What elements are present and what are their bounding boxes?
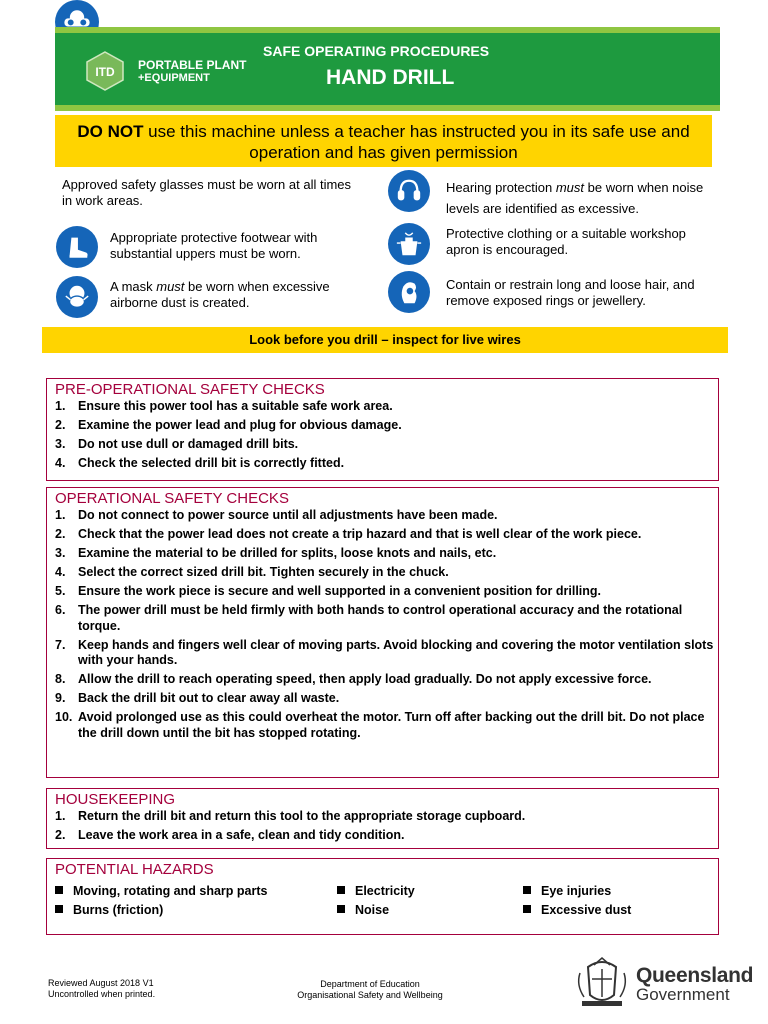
item-number: 9. bbox=[55, 691, 66, 705]
org-line-2: +EQUIPMENT bbox=[138, 72, 210, 84]
reviewed-text: Reviewed August 2018 V1 bbox=[48, 978, 154, 988]
hazard-item bbox=[523, 901, 713, 920]
item-number: 5. bbox=[55, 584, 66, 598]
checklist-item bbox=[55, 710, 718, 741]
header-banner bbox=[55, 27, 720, 111]
hazard-text: Burns (friction) bbox=[73, 903, 164, 917]
footer-department bbox=[280, 979, 460, 1001]
item-text: Leave the work area in a safe, clean and tidy condition. bbox=[78, 828, 405, 842]
hazards-section bbox=[46, 858, 719, 935]
item-number: 10. bbox=[55, 710, 73, 724]
item-number: 4. bbox=[55, 456, 66, 470]
item-text: Do not connect to power source until all adjustments have been made. bbox=[78, 508, 498, 522]
item-number: 1. bbox=[55, 399, 66, 413]
checklist-item bbox=[55, 584, 718, 600]
housekeeping-section bbox=[46, 788, 719, 849]
page-title: HAND DRILL bbox=[326, 66, 455, 89]
item-number: 2. bbox=[55, 828, 66, 842]
item-text: Examine the power lead and plug for obvious damage. bbox=[78, 418, 402, 432]
hazard-text: Excessive dust bbox=[541, 903, 632, 917]
operational-section bbox=[46, 487, 719, 778]
itd-logo-icon bbox=[85, 51, 125, 91]
department-text: Department of Education bbox=[320, 979, 420, 989]
item-number: 1. bbox=[55, 508, 66, 522]
checklist-item bbox=[55, 399, 718, 415]
bullet-square-icon bbox=[337, 886, 345, 894]
item-text: Allow the drill to reach operating speed, then apply load gradually. Do not apply excessive force. bbox=[78, 672, 652, 686]
item-number: 7. bbox=[55, 637, 66, 652]
checklist bbox=[47, 399, 718, 472]
svg-text:ITD: ITD bbox=[95, 65, 115, 79]
live-wires-notice: Look before you drill – inspect for live wires bbox=[42, 327, 728, 353]
govt-name: Queensland bbox=[636, 964, 754, 987]
item-text: Check that the power lead does not create a trip hazard and that is well clear of the work piece. bbox=[78, 527, 642, 541]
uncontrolled-text: Uncontrolled when printed. bbox=[48, 989, 156, 999]
checklist-item bbox=[55, 418, 718, 434]
checklist-item bbox=[55, 828, 718, 844]
apron-icon bbox=[388, 223, 430, 265]
checklist-item bbox=[55, 603, 718, 634]
checklist-item bbox=[55, 437, 718, 453]
hazards-grid bbox=[47, 879, 718, 920]
item-text: Keep hands and fingers well clear of moving parts. Avoid blocking and covering the motor ventilation slots with your hands. bbox=[78, 637, 714, 667]
item-text: Return the drill bit and return this tool to the appropriate storage cupboard. bbox=[78, 809, 526, 823]
hazard-item bbox=[337, 882, 523, 901]
ppe-clothing-text: Protective clothing or a suitable workshop apron is encouraged. bbox=[446, 226, 686, 257]
ppe-hearing-text: Hearing protection must be worn when noise levels are identified as excessive. bbox=[446, 180, 704, 216]
bullet-square-icon bbox=[523, 905, 531, 913]
section-title: OPERATIONAL SAFETY CHECKS bbox=[55, 490, 289, 507]
ppe-safety-glasses-text: Approved safety glasses must be worn at all times in work areas. bbox=[62, 177, 352, 208]
item-text: Back the drill bit out to clear away all waste. bbox=[78, 691, 340, 705]
ppe-hair-text: Contain or restrain long and loose hair, and remove exposed rings or jewellery. bbox=[446, 277, 695, 308]
hazard-text: Electricity bbox=[355, 884, 415, 898]
item-number: 8. bbox=[55, 672, 66, 686]
checklist-item bbox=[55, 809, 718, 825]
section-title: PRE-OPERATIONAL SAFETY CHECKS bbox=[55, 381, 325, 398]
item-number: 3. bbox=[55, 546, 66, 560]
ppe-mask-text: A mask must be worn when excessive airborne dust is created. bbox=[110, 279, 330, 310]
item-text: Examine the material to be drilled for splits, loose knots and nails, etc. bbox=[78, 546, 497, 560]
pre-operational-section bbox=[46, 378, 719, 481]
sop-label: SAFE OPERATING PROCEDURES bbox=[263, 43, 490, 59]
checklist-item bbox=[55, 565, 718, 581]
item-number: 6. bbox=[55, 603, 66, 617]
item-text: The power drill must be held firmly with both hands to control operational accuracy and the rotational torque. bbox=[78, 603, 683, 633]
checklist-item bbox=[55, 691, 718, 707]
item-text: Ensure this power tool has a suitable safe work area. bbox=[78, 399, 393, 413]
footer-review bbox=[48, 978, 155, 1000]
section-title: HOUSEKEEPING bbox=[55, 791, 176, 808]
checklist-item bbox=[55, 527, 718, 543]
bullet-square-icon bbox=[523, 886, 531, 894]
hazard-text: Moving, rotating and sharp parts bbox=[73, 884, 268, 898]
hazard-text: Noise bbox=[355, 903, 390, 917]
checklist bbox=[47, 809, 718, 844]
checklist-item bbox=[55, 546, 718, 562]
org-line-1: PORTABLE PLANT bbox=[138, 58, 247, 72]
queensland-crest-icon bbox=[574, 955, 630, 1009]
hair-restraint-icon bbox=[388, 271, 430, 313]
item-text: Check the selected drill bit is correctly fitted. bbox=[78, 456, 345, 470]
warning-text: use this machine unless a teacher has instructed you in its safe use and operation and has given permission bbox=[143, 122, 690, 162]
ear-muffs-icon bbox=[388, 170, 430, 212]
govt-label: Government bbox=[636, 985, 730, 1004]
bullet-square-icon bbox=[55, 905, 63, 913]
checklist-item bbox=[55, 672, 718, 688]
dust-mask-icon bbox=[56, 276, 98, 318]
item-text: Do not use dull or damaged drill bits. bbox=[78, 437, 299, 451]
unit-text: Organisational Safety and Wellbeing bbox=[297, 990, 443, 1000]
checklist-item bbox=[55, 456, 718, 472]
item-number: 1. bbox=[55, 809, 66, 823]
hazard-text: Eye injuries bbox=[541, 884, 612, 898]
hazard-item bbox=[523, 882, 713, 901]
item-number: 2. bbox=[55, 418, 66, 432]
item-text: Avoid prolonged use as this could overheat the motor. Turn off after backing out the drill bit. Do not place the drill down until the bit has stopped rotating. bbox=[78, 710, 705, 740]
bullet-square-icon bbox=[55, 886, 63, 894]
section-title: POTENTIAL HAZARDS bbox=[55, 861, 214, 878]
warning-emphasis: DO NOT bbox=[77, 122, 144, 141]
bullet-square-icon bbox=[337, 905, 345, 913]
ppe-footwear-text: Appropriate protective footwear with substantial uppers must be worn. bbox=[110, 230, 318, 261]
warning-banner bbox=[55, 115, 712, 167]
item-number: 3. bbox=[55, 437, 66, 451]
checklist-item bbox=[55, 508, 718, 524]
item-number: 2. bbox=[55, 527, 66, 541]
item-text: Ensure the work piece is secure and well supported in a convenient position for drilling. bbox=[78, 584, 602, 598]
checklist bbox=[47, 508, 718, 741]
checklist-item bbox=[55, 638, 718, 669]
item-text: Select the correct sized drill bit. Tighten securely in the chuck. bbox=[78, 565, 449, 579]
hazard-item bbox=[55, 901, 337, 920]
safety-boot-icon bbox=[56, 226, 98, 268]
item-number: 4. bbox=[55, 565, 66, 579]
hazard-item bbox=[55, 882, 337, 901]
hazard-item bbox=[337, 901, 523, 920]
